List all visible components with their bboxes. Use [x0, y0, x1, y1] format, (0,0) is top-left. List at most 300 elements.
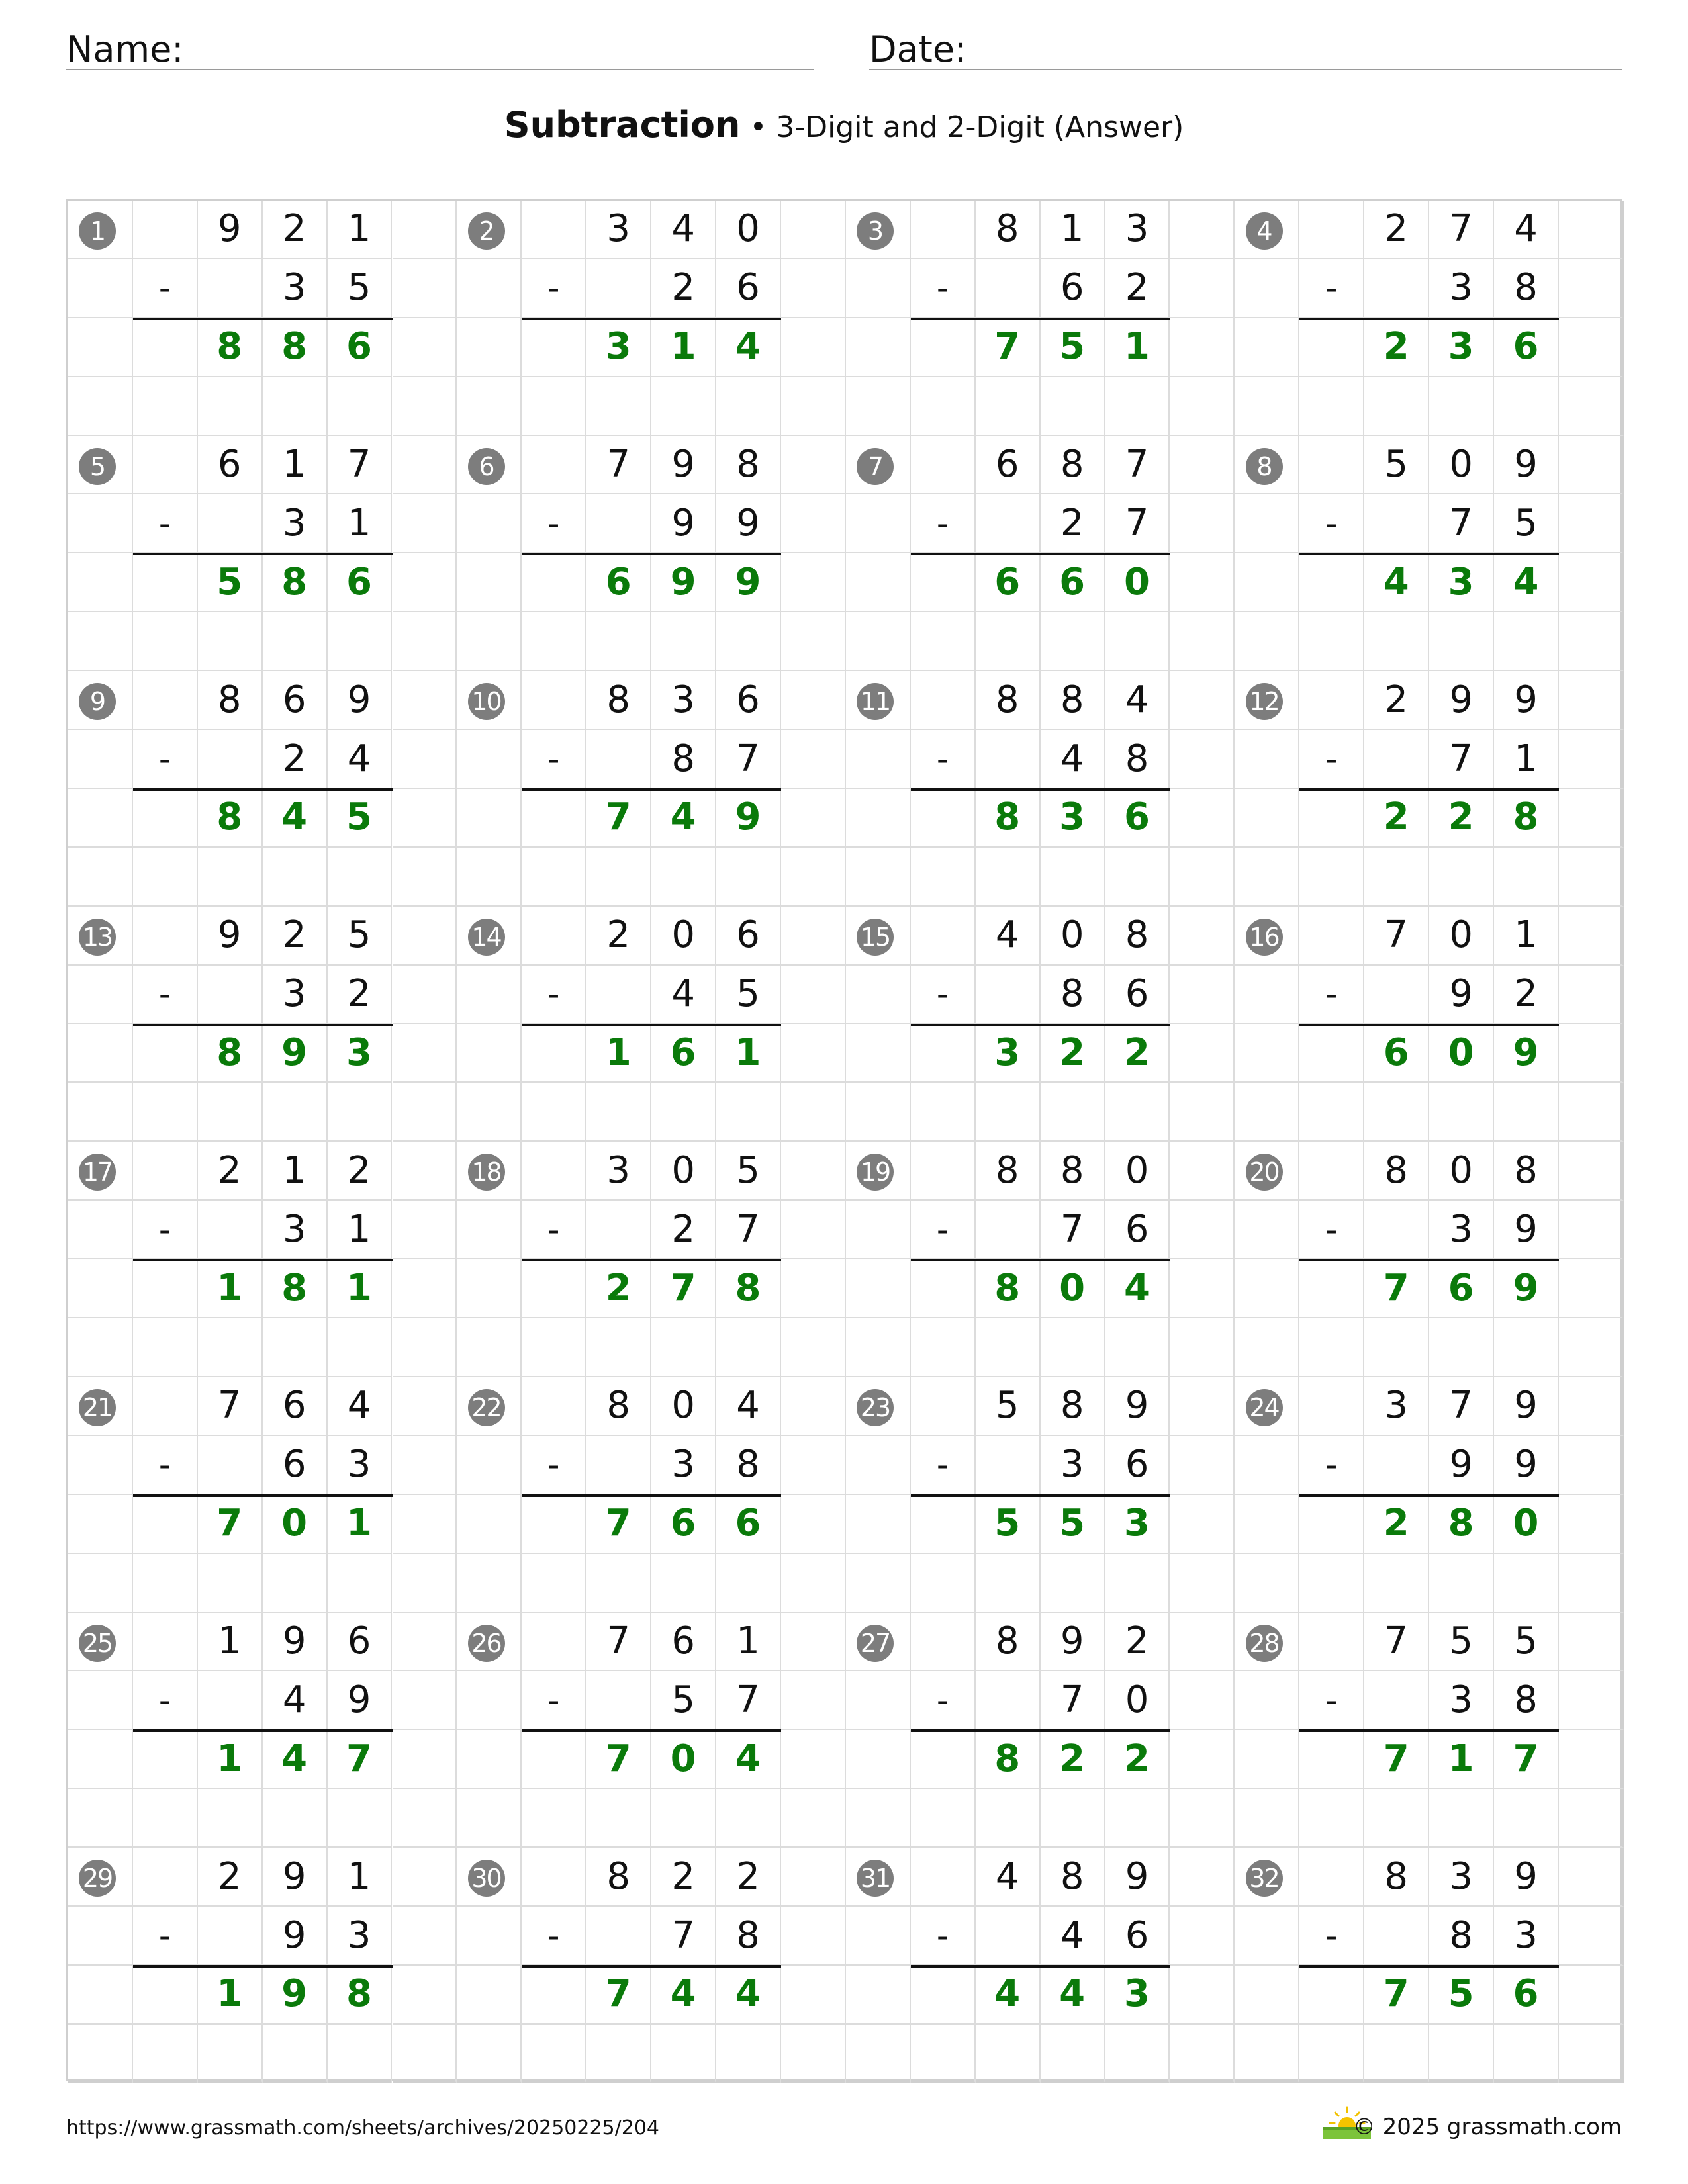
minuend-digit: 9	[1494, 1848, 1559, 1907]
problem-number-badge: 14	[468, 919, 505, 956]
answer-rule-line	[911, 1965, 1170, 1968]
grid-cell	[976, 966, 1041, 1024]
grid-cell	[846, 553, 911, 612]
answer-digit[interactable]: 8	[976, 1730, 1041, 1789]
grid-cell	[1299, 789, 1364, 848]
grid-cell	[586, 1436, 651, 1495]
grid-cell	[1364, 2025, 1429, 2083]
minuend-digit: 2	[716, 1848, 781, 1907]
minus-sign: -	[133, 1907, 198, 1966]
answer-digit[interactable]: 7	[651, 1259, 716, 1318]
minuend-digit: 0	[651, 1377, 716, 1436]
grid-cell	[976, 1436, 1041, 1495]
answer-digit[interactable]: 1	[586, 1024, 651, 1083]
grid-cell	[68, 1966, 133, 2025]
grid-cell	[133, 789, 198, 848]
answer-digit[interactable]: 1	[198, 1259, 263, 1318]
answer-digit[interactable]: 7	[1494, 1730, 1559, 1789]
minuend-digit: 9	[198, 201, 263, 259]
answer-digit[interactable]: 2	[1105, 1024, 1170, 1083]
grid-cell	[393, 612, 457, 671]
grid-cell	[846, 966, 911, 1024]
answer-digit[interactable]: 5	[1041, 1495, 1105, 1554]
answer-digit[interactable]: 3	[586, 318, 651, 377]
grid-cell	[781, 1966, 846, 2025]
answer-digit[interactable]: 6	[651, 1024, 716, 1083]
grid-cell	[1170, 848, 1235, 907]
grid-cell	[1235, 259, 1300, 318]
answer-digit[interactable]: 7	[198, 1495, 263, 1554]
answer-digit[interactable]: 4	[263, 1730, 328, 1789]
answer-digit[interactable]: 4	[976, 1966, 1041, 2025]
answer-digit[interactable]: 3	[1105, 1966, 1170, 2025]
grid-cell	[1170, 553, 1235, 612]
problem-number-badge: 32	[1246, 1860, 1283, 1897]
minuend-digit: 7	[1429, 1377, 1494, 1436]
subtrahend-digit: 9	[1429, 1436, 1494, 1495]
grid-cell	[1041, 848, 1105, 907]
grid-cell	[1235, 730, 1300, 789]
grid-cell	[1559, 1259, 1624, 1318]
subtrahend-digit: 5	[716, 966, 781, 1024]
answer-rule-line	[522, 553, 781, 555]
answer-digit[interactable]: 1	[716, 1024, 781, 1083]
problem-17	[68, 1142, 457, 1377]
answer-digit[interactable]: 4	[716, 318, 781, 377]
grid-cell	[846, 1671, 911, 1730]
minuend-digit: 9	[1494, 671, 1559, 730]
answer-digit[interactable]: 7	[976, 318, 1041, 377]
date-field[interactable]	[869, 26, 1622, 70]
grid-cell	[522, 318, 586, 377]
answer-digit[interactable]: 9	[263, 1966, 328, 2025]
grid-cell	[1170, 612, 1235, 671]
answer-digit[interactable]: 9	[716, 789, 781, 848]
answer-digit[interactable]: 3	[1429, 318, 1494, 377]
answer-digit[interactable]: 0	[263, 1495, 328, 1554]
subtrahend-digit: 9	[1494, 1436, 1559, 1495]
answer-digit[interactable]: 2	[1364, 318, 1429, 377]
grid-cell	[133, 1142, 198, 1201]
grid-cell	[457, 1671, 522, 1730]
answer-digit[interactable]: 4	[1041, 1966, 1105, 2025]
answer-digit[interactable]: 6	[1494, 318, 1559, 377]
grid-cell	[198, 730, 263, 789]
grid-cell	[651, 377, 716, 436]
minuend-digit: 2	[586, 907, 651, 966]
problem-number-badge: 29	[79, 1860, 116, 1897]
answer-digit[interactable]: 9	[716, 553, 781, 612]
subtrahend-digit: 6	[1105, 1201, 1170, 1259]
grid-cell	[1170, 1201, 1235, 1259]
grid-cell	[133, 1730, 198, 1789]
grid-cell	[846, 789, 911, 848]
grid-cell	[1299, 201, 1364, 259]
answer-digit[interactable]: 1	[1429, 1730, 1494, 1789]
grid-cell	[911, 1789, 976, 1848]
grid-cell	[1429, 1083, 1494, 1142]
grid-cell	[781, 377, 846, 436]
answer-digit[interactable]: 0	[651, 1730, 716, 1789]
name-field[interactable]	[66, 26, 814, 70]
grid-cell	[328, 1789, 393, 1848]
minuend-digit: 8	[1364, 1848, 1429, 1907]
grid-cell	[328, 1318, 393, 1377]
grid-cell	[911, 1730, 976, 1789]
grid-cell	[1364, 1789, 1429, 1848]
minuend-digit: 4	[651, 201, 716, 259]
answer-digit[interactable]: 0	[1429, 1024, 1494, 1083]
grid-cell	[1559, 1201, 1624, 1259]
grid-cell	[846, 1730, 911, 1789]
subtrahend-digit: 7	[651, 1907, 716, 1966]
problem-number-badge: 13	[79, 919, 116, 956]
grid-cell	[846, 1083, 911, 1142]
problem-number-badge: 25	[79, 1625, 116, 1662]
minus-sign: -	[522, 1201, 586, 1259]
grid-cell	[716, 377, 781, 436]
grid-cell	[781, 848, 846, 907]
answer-digit[interactable]: 6	[1364, 1024, 1429, 1083]
answer-digit[interactable]: 7	[586, 1495, 651, 1554]
grid-cell	[393, 318, 457, 377]
minus-sign: -	[1299, 259, 1364, 318]
answer-digit[interactable]: 8	[198, 318, 263, 377]
problem-number-badge: 7	[857, 448, 894, 485]
grid-cell	[781, 494, 846, 553]
problem-27	[846, 1613, 1235, 1848]
grid-cell	[651, 848, 716, 907]
grid-cell	[911, 1613, 976, 1672]
answer-digit[interactable]: 8	[976, 1259, 1041, 1318]
answer-digit[interactable]: 6	[328, 553, 393, 612]
answer-digit[interactable]: 4	[1494, 553, 1559, 612]
grid-cell	[393, 1083, 457, 1142]
grid-cell	[781, 1789, 846, 1848]
grid-cell	[1105, 377, 1170, 436]
minuend-digit: 7	[1364, 1613, 1429, 1672]
answer-digit[interactable]: 2	[1429, 789, 1494, 848]
minuend-digit: 3	[1429, 1848, 1494, 1907]
answer-digit[interactable]: 8	[976, 789, 1041, 848]
answer-digit[interactable]: 3	[976, 1024, 1041, 1083]
grid-cell	[457, 1083, 522, 1142]
minuend-digit: 3	[651, 671, 716, 730]
grid-cell	[133, 848, 198, 907]
grid-cell	[133, 1024, 198, 1083]
grid-cell	[393, 436, 457, 495]
grid-cell	[1559, 1789, 1624, 1848]
grid-cell	[457, 848, 522, 907]
grid-cell	[457, 789, 522, 848]
grid-cell	[522, 1966, 586, 2025]
answer-digit[interactable]: 6	[716, 1495, 781, 1554]
answer-digit[interactable]: 6	[976, 553, 1041, 612]
grid-cell	[328, 1083, 393, 1142]
answer-digit[interactable]: 2	[1364, 789, 1429, 848]
answer-digit[interactable]: 4	[651, 1966, 716, 2025]
answer-digit[interactable]: 8	[328, 1966, 393, 2025]
answer-digit[interactable]: 8	[263, 553, 328, 612]
answer-digit[interactable]: 1	[198, 1966, 263, 2025]
grid-cell	[1494, 377, 1559, 436]
grid-cell	[1170, 1142, 1235, 1201]
grid-cell	[1299, 1848, 1364, 1907]
grid-cell	[522, 1495, 586, 1554]
grid-cell	[133, 1848, 198, 1907]
grid-cell	[911, 671, 976, 730]
grid-cell	[522, 848, 586, 907]
answer-digit[interactable]: 2	[1364, 1495, 1429, 1554]
problem-number-badge: 12	[1246, 683, 1283, 720]
grid-cell	[1559, 1966, 1624, 2025]
grid-cell	[781, 436, 846, 495]
grid-cell	[781, 1848, 846, 1907]
grid-cell	[846, 259, 911, 318]
grid-cell	[457, 259, 522, 318]
answer-digit[interactable]: 6	[1494, 1966, 1559, 2025]
grid-cell	[1559, 1495, 1624, 1554]
answer-rule-line	[1299, 788, 1559, 791]
answer-digit[interactable]: 9	[1494, 1024, 1559, 1083]
answer-digit[interactable]: 8	[198, 789, 263, 848]
grid-cell	[1170, 1083, 1235, 1142]
answer-digit[interactable]: 3	[1105, 1495, 1170, 1554]
answer-digit[interactable]: 9	[1494, 1259, 1559, 1318]
minuend-digit: 2	[1105, 1613, 1170, 1672]
answer-digit[interactable]: 8	[263, 1259, 328, 1318]
minus-sign: -	[911, 1907, 976, 1966]
answer-digit[interactable]: 6	[651, 1495, 716, 1554]
grid-cell	[68, 612, 133, 671]
answer-rule-line	[1299, 553, 1559, 555]
answer-digit[interactable]: 2	[1041, 1730, 1105, 1789]
answer-digit[interactable]: 6	[586, 553, 651, 612]
answer-digit[interactable]: 4	[1105, 1259, 1170, 1318]
grid-cell	[781, 201, 846, 259]
problem-12	[1235, 671, 1624, 907]
grid-cell	[781, 907, 846, 966]
problem-9	[68, 671, 457, 907]
answer-rule-line	[911, 1729, 1170, 1732]
answer-digit[interactable]: 4	[716, 1966, 781, 2025]
answer-digit[interactable]: 6	[1429, 1259, 1494, 1318]
answer-digit[interactable]: 9	[651, 553, 716, 612]
answer-digit[interactable]: 3	[328, 1024, 393, 1083]
grid-cell	[911, 907, 976, 966]
answer-digit[interactable]: 4	[651, 789, 716, 848]
answer-digit[interactable]: 1	[651, 318, 716, 377]
grid-cell	[1170, 377, 1235, 436]
answer-digit[interactable]: 5	[1429, 1966, 1494, 2025]
problem-number-badge: 21	[79, 1389, 116, 1426]
grid-cell	[457, 1436, 522, 1495]
title-main: Subtraction	[504, 104, 741, 146]
problem-32	[1235, 1848, 1624, 2083]
grid-cell	[911, 377, 976, 436]
answer-digit[interactable]: 6	[328, 318, 393, 377]
answer-digit[interactable]: 7	[586, 789, 651, 848]
grid-cell	[1170, 201, 1235, 259]
answer-digit[interactable]: 2	[586, 1259, 651, 1318]
grid-cell	[1235, 1318, 1300, 1377]
problem-18	[457, 1142, 847, 1377]
answer-digit[interactable]: 3	[1429, 553, 1494, 612]
subtrahend-digit: 5	[328, 259, 393, 318]
grid-cell	[1494, 848, 1559, 907]
grid-cell	[393, 1436, 457, 1495]
grid-cell	[393, 1377, 457, 1436]
grid-cell	[1235, 612, 1300, 671]
answer-rule-line	[911, 1494, 1170, 1497]
grid-cell	[781, 1613, 846, 1672]
subtrahend-digit: 4	[263, 1671, 328, 1730]
grid-cell	[976, 1671, 1041, 1730]
grid-cell	[393, 201, 457, 259]
grid-cell	[911, 1083, 976, 1142]
footer-url[interactable]: https://www.grassmath.com/sheets/archives/20250225/204	[66, 2116, 660, 2140]
answer-digit[interactable]: 6	[1041, 553, 1105, 612]
grid-cell	[586, 612, 651, 671]
answer-digit[interactable]: 1	[328, 1259, 393, 1318]
answer-digit[interactable]: 1	[1105, 318, 1170, 377]
problem-23	[846, 1377, 1235, 1613]
answer-digit[interactable]: 8	[1494, 789, 1559, 848]
subtrahend-digit: 7	[716, 1671, 781, 1730]
answer-digit[interactable]: 5	[328, 789, 393, 848]
subtrahend-digit: 3	[1494, 1907, 1559, 1966]
answer-digit[interactable]: 7	[1364, 1966, 1429, 2025]
minuend-digit: 8	[1041, 1377, 1105, 1436]
grid-cell	[68, 1554, 133, 1613]
subtrahend-digit: 7	[1041, 1671, 1105, 1730]
grid-cell	[393, 966, 457, 1024]
minus-sign: -	[1299, 1201, 1364, 1259]
grid-cell	[393, 1142, 457, 1201]
minus-sign: -	[133, 1201, 198, 1259]
answer-digit[interactable]: 7	[1364, 1259, 1429, 1318]
grid-cell	[68, 730, 133, 789]
answer-digit[interactable]: 8	[716, 1259, 781, 1318]
problem-number-badge: 24	[1246, 1389, 1283, 1426]
grid-cell	[522, 1848, 586, 1907]
minuend-digit: 0	[1041, 907, 1105, 966]
answer-digit[interactable]: 8	[1429, 1495, 1494, 1554]
answer-rule-line	[522, 788, 781, 791]
problem-number-badge: 4	[1246, 212, 1283, 250]
minuend-digit: 9	[1105, 1848, 1170, 1907]
grid-cell	[457, 730, 522, 789]
grid-cell	[457, 1201, 522, 1259]
grid-cell	[846, 1789, 911, 1848]
grid-cell	[1494, 1083, 1559, 1142]
answer-digit[interactable]: 8	[263, 318, 328, 377]
answer-rule-line	[1299, 1729, 1559, 1732]
grid-cell	[1559, 1318, 1624, 1377]
grid-cell	[1559, 1907, 1624, 1966]
answer-digit[interactable]: 8	[198, 1024, 263, 1083]
answer-digit[interactable]: 9	[263, 1024, 328, 1083]
answer-digit[interactable]: 1	[198, 1730, 263, 1789]
answer-digit[interactable]: 5	[1041, 318, 1105, 377]
grid-cell	[651, 612, 716, 671]
answer-digit[interactable]: 2	[1105, 1730, 1170, 1789]
grid-cell	[976, 1554, 1041, 1613]
answer-digit[interactable]: 5	[198, 553, 263, 612]
grid-cell	[393, 1848, 457, 1907]
grid-cell	[133, 2025, 198, 2083]
answer-digit[interactable]: 2	[1041, 1024, 1105, 1083]
grid-cell	[393, 377, 457, 436]
grid-cell	[846, 612, 911, 671]
minus-sign: -	[911, 1201, 976, 1259]
answer-digit[interactable]: 7	[328, 1730, 393, 1789]
answer-digit[interactable]: 4	[263, 789, 328, 848]
answer-digit[interactable]: 7	[1364, 1730, 1429, 1789]
grid-cell	[198, 612, 263, 671]
grid-cell	[457, 1318, 522, 1377]
grid-cell	[328, 1554, 393, 1613]
grid-cell	[781, 553, 846, 612]
minus-sign: -	[911, 1671, 976, 1730]
grid-cell	[133, 612, 198, 671]
grid-cell	[457, 1259, 522, 1318]
subtrahend-digit: 2	[1041, 494, 1105, 553]
answer-digit[interactable]: 6	[1105, 789, 1170, 848]
answer-digit[interactable]: 0	[1494, 1495, 1559, 1554]
grid-cell	[263, 1789, 328, 1848]
subtrahend-digit: 3	[263, 494, 328, 553]
grid-cell	[1170, 318, 1235, 377]
grid-cell	[393, 2025, 457, 2083]
answer-digit[interactable]: 1	[328, 1495, 393, 1554]
grid-cell	[1170, 730, 1235, 789]
grid-cell	[1299, 377, 1364, 436]
grid-cell	[68, 1024, 133, 1083]
answer-digit[interactable]: 4	[1364, 553, 1429, 612]
answer-rule-line	[1299, 318, 1559, 320]
grid-cell	[1170, 1613, 1235, 1672]
grid-cell	[781, 966, 846, 1024]
subtrahend-digit: 3	[1429, 1201, 1494, 1259]
grid-cell	[846, 2025, 911, 2083]
answer-digit[interactable]: 7	[586, 1966, 651, 2025]
answer-digit[interactable]: 5	[976, 1495, 1041, 1554]
answer-digit[interactable]: 0	[1041, 1259, 1105, 1318]
grid-cell	[328, 377, 393, 436]
answer-digit[interactable]: 0	[1105, 553, 1170, 612]
subtrahend-digit: 7	[1041, 1201, 1105, 1259]
grid-cell	[198, 2025, 263, 2083]
grid-cell	[911, 1377, 976, 1436]
subtrahend-digit: 9	[263, 1907, 328, 1966]
grid-cell	[393, 671, 457, 730]
answer-digit[interactable]: 7	[586, 1730, 651, 1789]
answer-digit[interactable]: 3	[1041, 789, 1105, 848]
minus-sign: -	[1299, 1436, 1364, 1495]
grid-cell	[781, 1259, 846, 1318]
grid-cell	[198, 1907, 263, 1966]
grid-cell	[1559, 966, 1624, 1024]
grid-cell	[781, 612, 846, 671]
problem-number-badge: 16	[1246, 919, 1283, 956]
subtrahend-digit: 4	[651, 966, 716, 1024]
grid-cell	[716, 1318, 781, 1377]
grid-cell	[1235, 1083, 1300, 1142]
subtrahend-digit: 9	[651, 494, 716, 553]
answer-digit[interactable]: 4	[716, 1730, 781, 1789]
grid-cell	[781, 1142, 846, 1201]
